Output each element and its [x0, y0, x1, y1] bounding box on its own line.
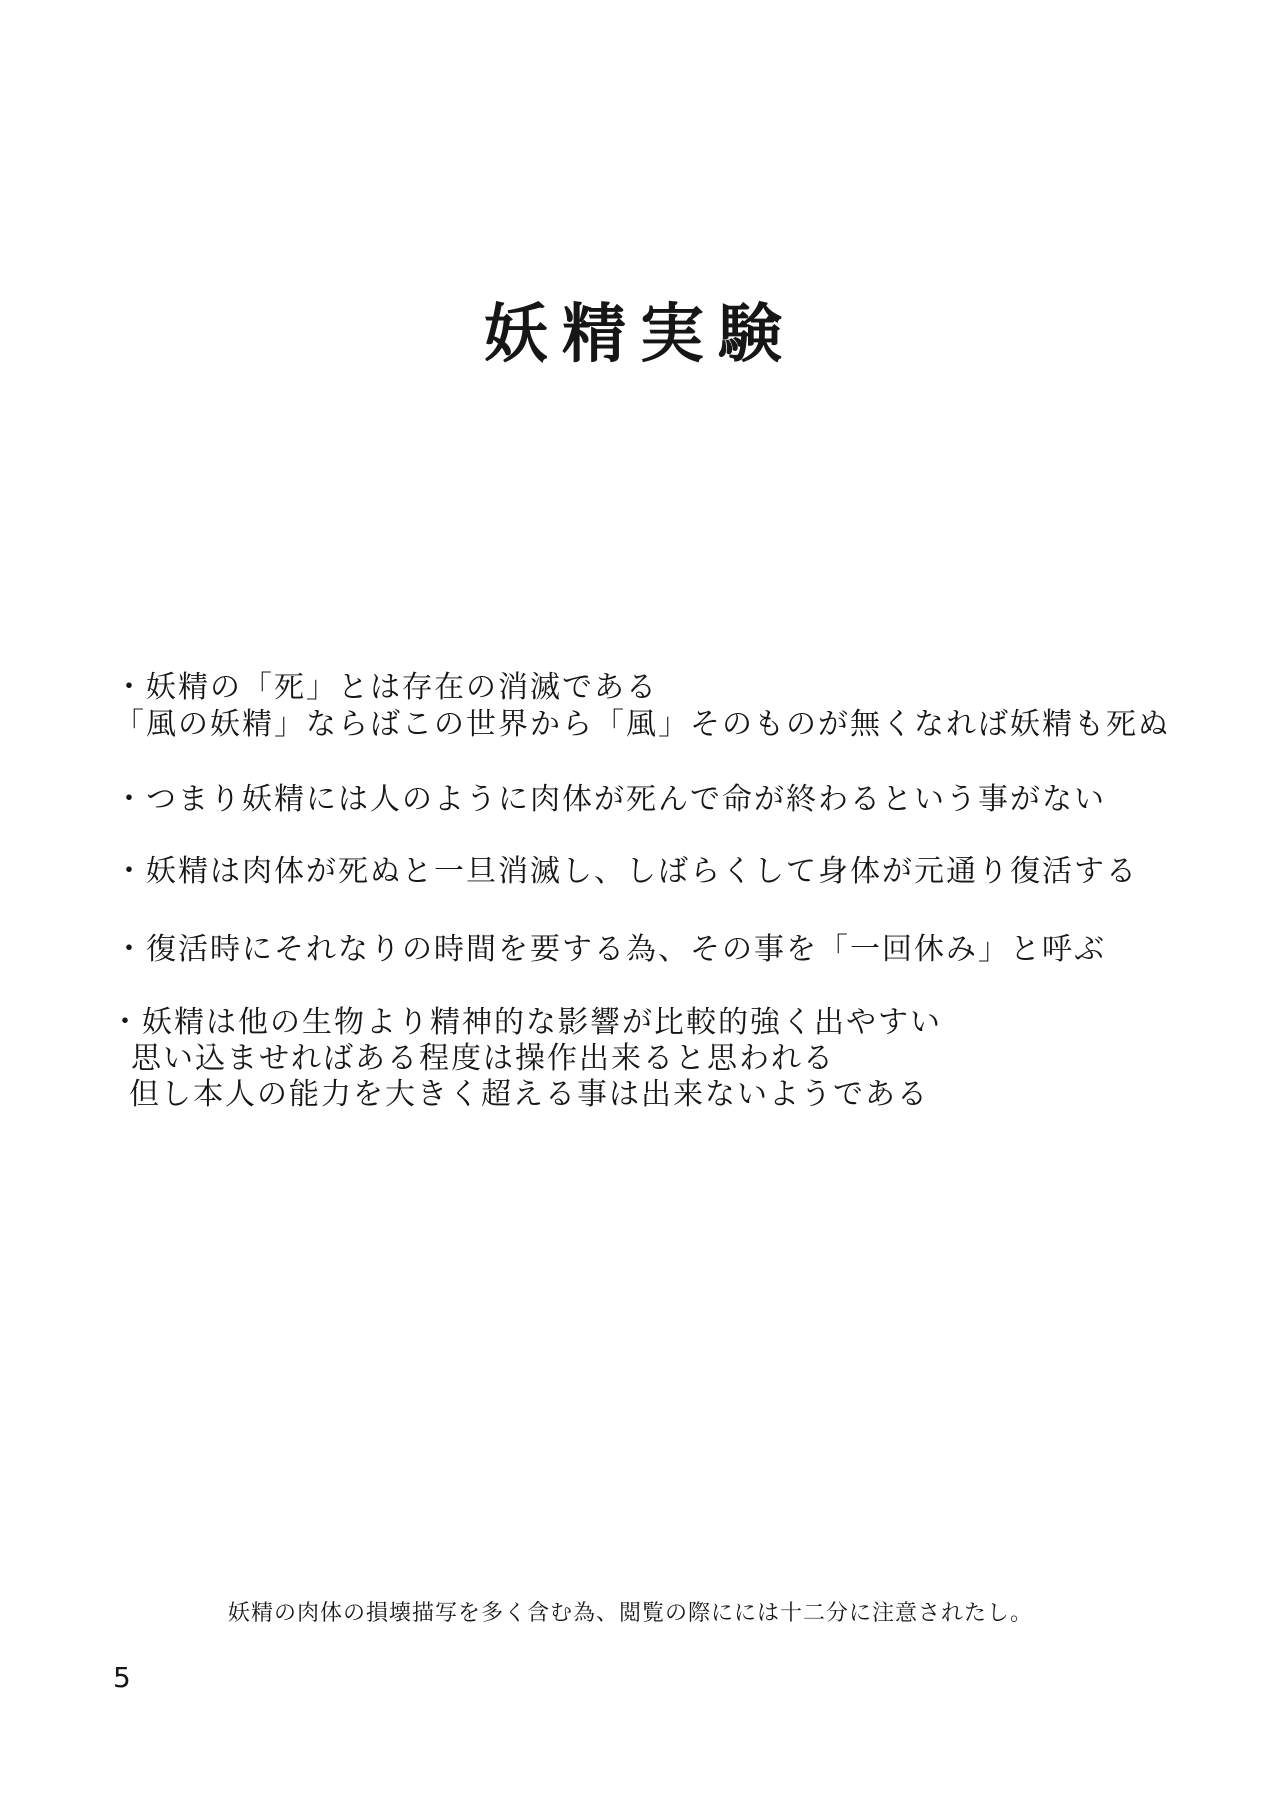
note-line: ・つまり妖精には人のように肉体が死んで命が終わるという事がない [114, 782, 1106, 817]
page-title: 妖精実験 [484, 298, 796, 372]
note-line: 「風の妖精」ならばこの世界から「風」そのものが無くなれば妖精も死ぬ [114, 707, 1170, 742]
note-line: ・妖精は他の生物より精神的な影響が比較的強く出やすい [110, 1005, 942, 1040]
content-warning-note: 妖精の肉体の損壊描写を多く含む為、閲覧の際にには十二分に注意されたし。 [228, 1601, 1034, 1626]
note-line-continuation: 思い込ませればある程度は操作出来ると思われる [131, 1041, 835, 1076]
note-line: ・妖精の「死」とは存在の消滅である [114, 670, 658, 705]
note-line: ・復活時にそれなりの時間を要する為、その事を「一回休み」と呼ぶ [114, 932, 1106, 967]
note-line-continuation: 但し本人の能力を大きく超える事は出来ないようである [129, 1077, 929, 1112]
note-line: ・妖精は肉体が死ぬと一旦消滅し、しばらくして身体が元通り復活する [114, 854, 1138, 889]
page-number: 5 [113, 1661, 131, 1694]
